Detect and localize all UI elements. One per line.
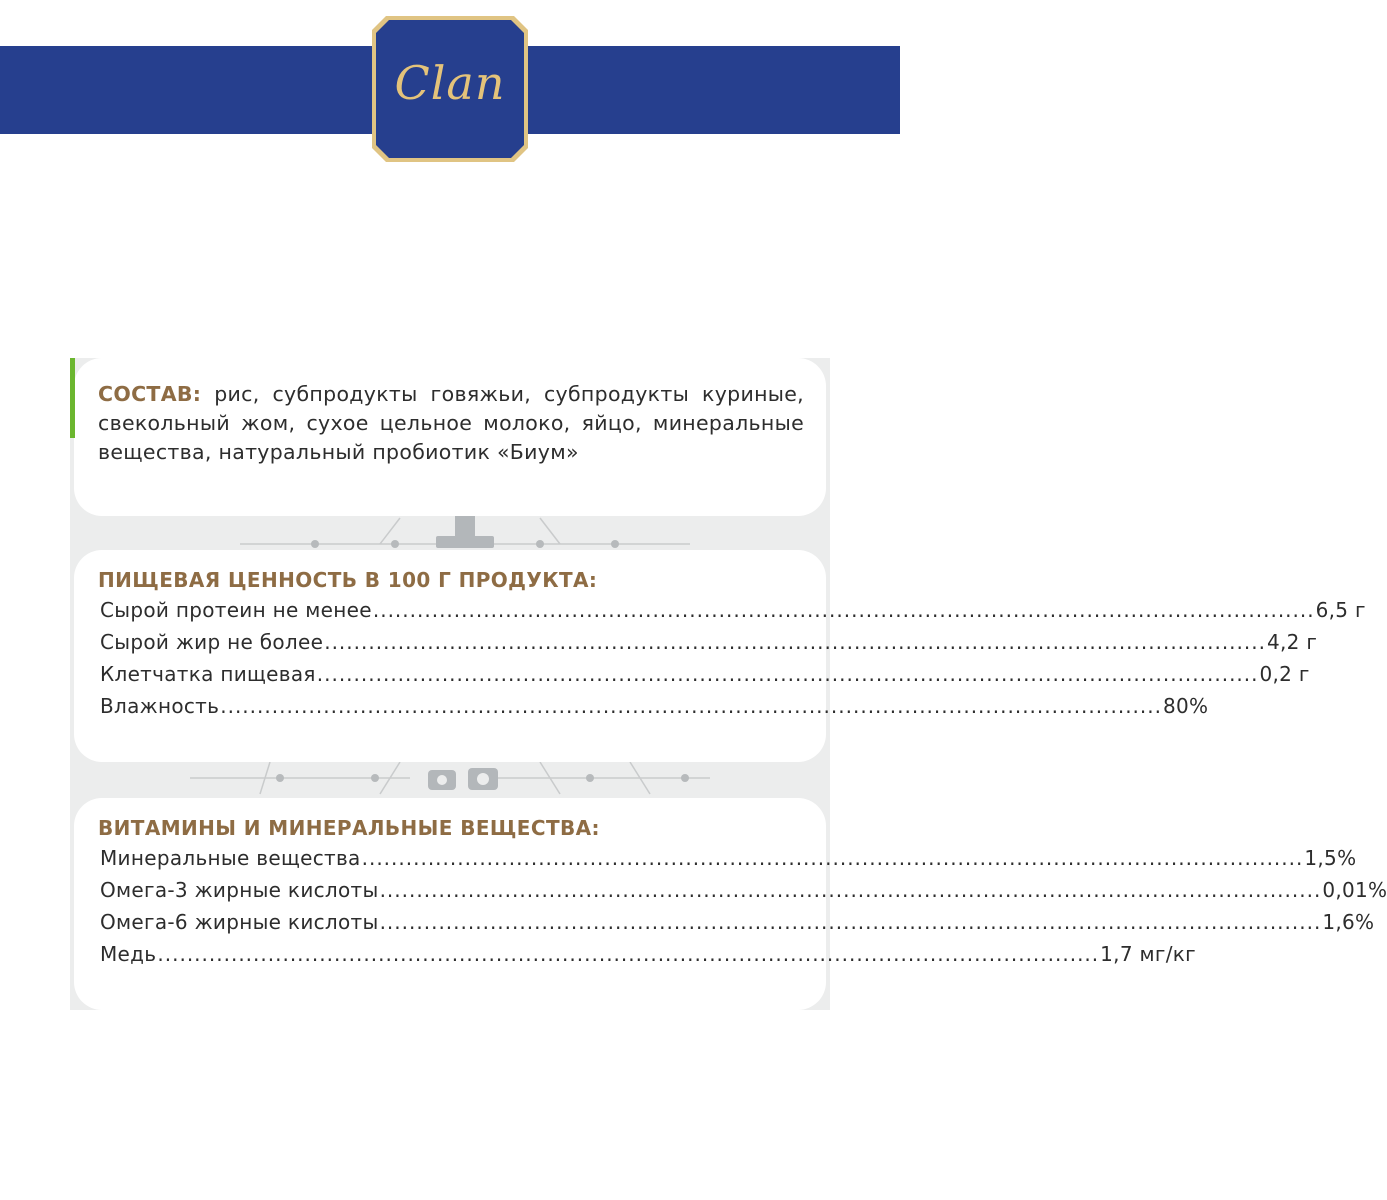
vitamins-row: [100, 846, 1357, 878]
leader-dots: ................................................................................................................................: [157, 942, 1100, 966]
leader-dots: ................................................................................................................................: [379, 910, 1322, 934]
leader-dots: ................................................................................................................................: [379, 878, 1322, 902]
row-name: Сырой жир не более: [100, 630, 324, 654]
row-value: 80%: [1162, 694, 1209, 718]
brand-logo: [372, 16, 528, 162]
nutrition-row: [100, 662, 1310, 694]
row-name: Минеральные вещества: [100, 846, 361, 870]
leader-dots: ................................................................................................................................: [316, 662, 1259, 686]
row-value: 6,5 г: [1315, 598, 1366, 622]
vitamins-row: [100, 910, 1375, 942]
row-value: 4,2 г: [1266, 630, 1318, 654]
leader-dots: ................................................................................................................................: [324, 630, 1266, 654]
leader-dots: ................................................................................................................................: [220, 694, 1162, 718]
composition-ingredients: рис, субпродукты говяжьи, субпродукты куриные, свекольный жом, сухое цельное молоко, яйцо, минеральные вещества, натуральный пробиотик «Биум»: [98, 382, 804, 464]
composition-text: [98, 380, 804, 467]
nutrition-row: [100, 630, 1318, 662]
row-name: Медь: [100, 942, 157, 966]
nutrition-row: [100, 598, 1366, 630]
leader-dots: ................................................................................................................................: [372, 598, 1315, 622]
row-value: 0,2 г: [1259, 662, 1310, 686]
composition-card: [74, 358, 826, 516]
vitamins-title: ВИТАМИНЫ И МИНЕРАЛЬНЫЕ ВЕЩЕСТВА:: [98, 816, 600, 840]
logo-text: Clan: [394, 56, 506, 110]
row-value: 1,6%: [1322, 910, 1375, 934]
composition-label: СОСТАВ:: [98, 382, 202, 406]
vitamins-card: [74, 798, 1387, 1010]
vitamins-rows: [100, 846, 1387, 974]
vitamins-row: [100, 942, 1196, 974]
nutrition-title: ПИЩЕВАЯ ЦЕННОСТЬ В 100 Г ПРОДУКТА:: [98, 568, 598, 592]
row-name: Сырой протеин не менее: [100, 598, 372, 622]
row-value: 1,7 мг/кг: [1100, 942, 1196, 966]
row-name: Омега-6 жирные кислоты: [100, 910, 379, 934]
row-name: Влажность: [100, 694, 220, 718]
nutrition-rows: [100, 598, 1366, 726]
row-name: Омега-3 жирные кислоты: [100, 878, 379, 902]
panel-accent-edge: [70, 358, 75, 438]
nutrition-row: [100, 694, 1209, 726]
leader-dots: ................................................................................................................................: [361, 846, 1304, 870]
row-name: Клетчатка пищевая: [100, 662, 316, 686]
nutrition-card: [74, 550, 1366, 762]
info-panel: [70, 358, 1387, 1010]
row-value: 1,5%: [1304, 846, 1357, 870]
vitamins-row: [100, 878, 1387, 910]
row-value: 0,01%: [1322, 878, 1387, 902]
